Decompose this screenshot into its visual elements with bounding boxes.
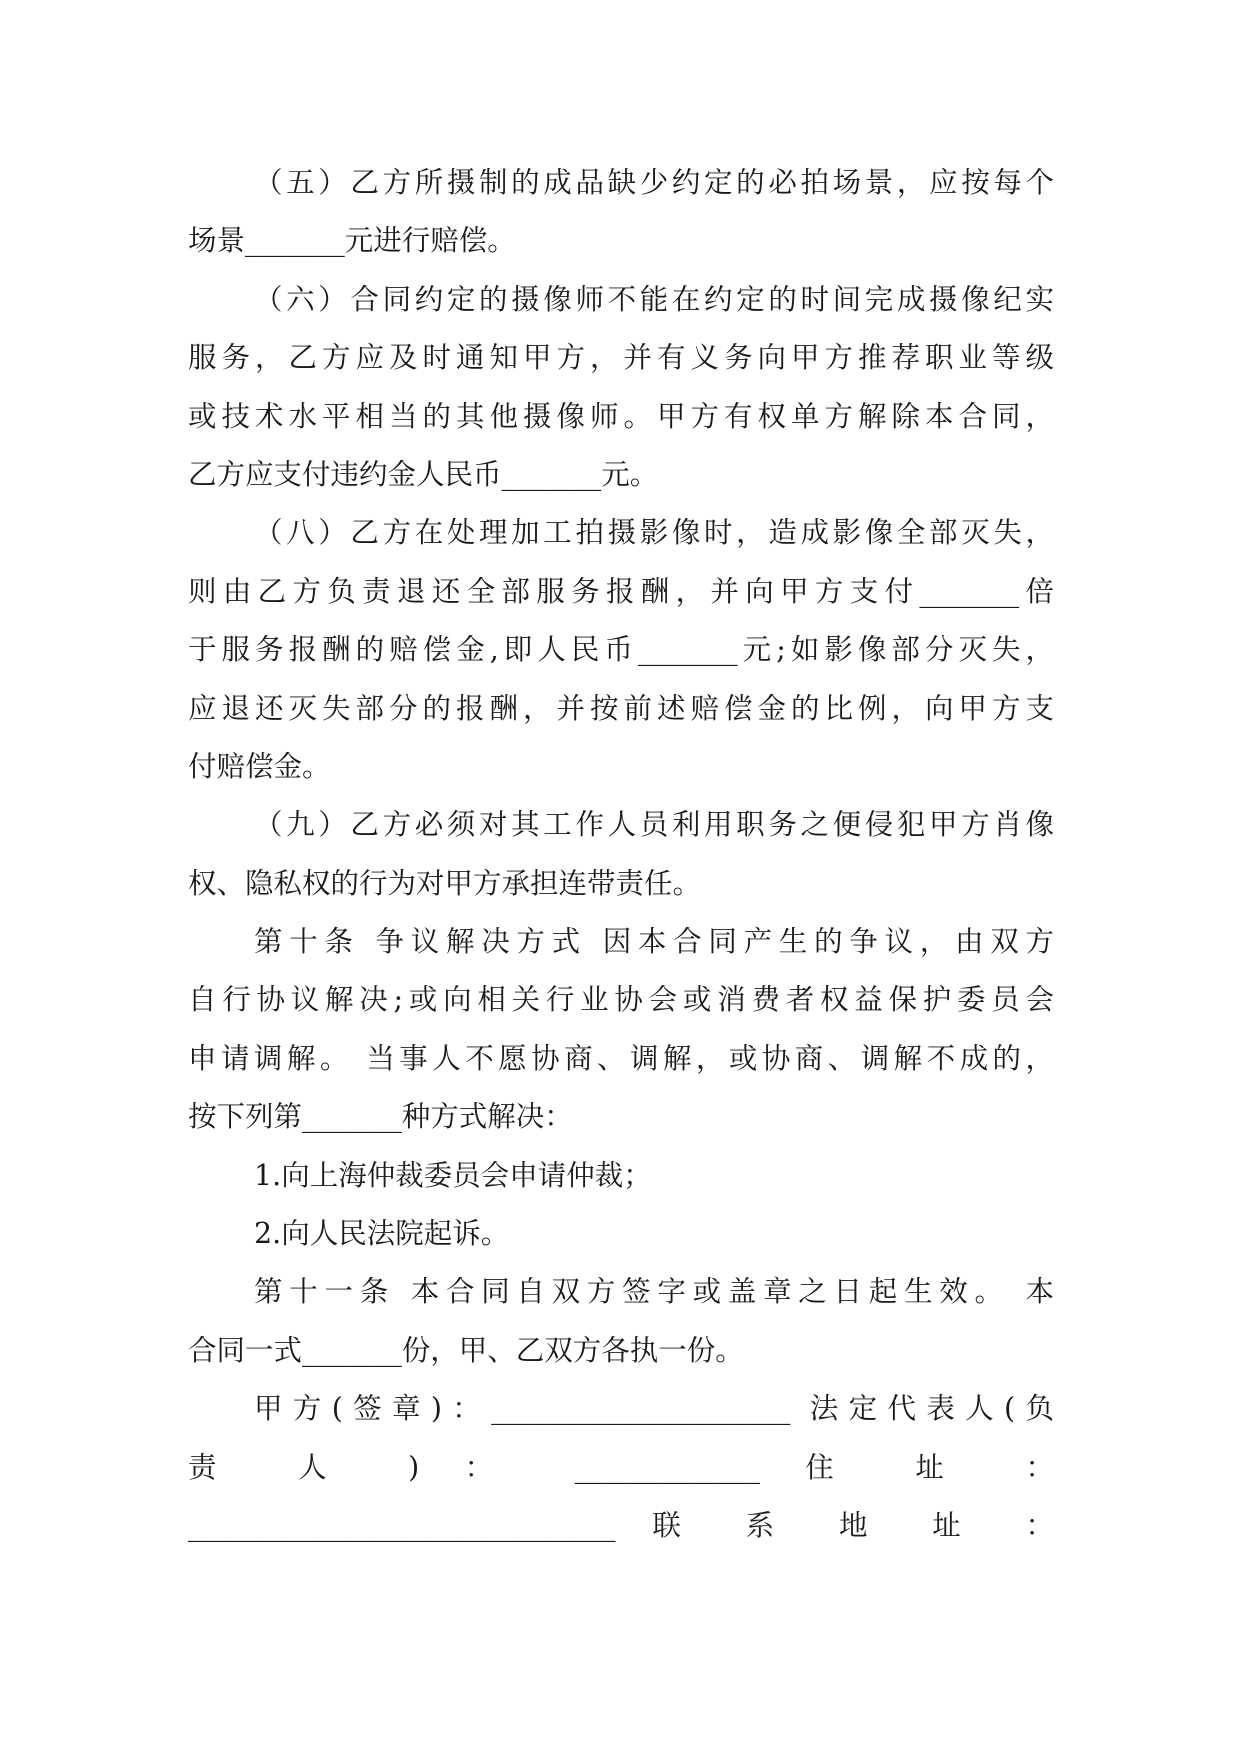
clause-8-line-4: 应退还灭失部分的报酬，并按前述赔偿金的比例，向甲方支 <box>188 691 1054 725</box>
signature-line-1: 甲方(签章)：_____________________ 法定代表人(负 <box>254 1392 1054 1426</box>
article-10-line-1: 第十条 争议解决方式 因本合同产生的争议，由双方 <box>254 925 1054 959</box>
clause-6-line-3: 或技术水平相当的其他摄像师。甲方有权单方解除本合同， <box>188 399 1054 433</box>
dispute-option-1: 1.向上海仲裁委员会申请仲裁； <box>254 1158 652 1192</box>
clause-5-line-1: （五）乙方所摄制的成品缺少约定的必拍场景，应按每个 <box>254 166 1054 199</box>
clause-8-line-5: 付赔偿金。 <box>188 749 331 783</box>
clause-5-line-2: 场景_______元进行赔偿。 <box>188 224 516 258</box>
contract-text <box>188 154 1054 1555</box>
clause-8-line-1: （八）乙方在处理加工拍摄影像时，造成影像全部灭失， <box>254 516 1054 550</box>
clause-9-line-1: （九）乙方必须对其工作人员利用职务之便侵犯甲方肖像 <box>254 808 1054 842</box>
clause-6-line-1: （六）合同约定的摄像师不能在约定的时间完成摄像纪实 <box>254 282 1054 316</box>
clause-6-line-4: 乙方应支付违约金人民币_______元。 <box>188 457 659 491</box>
article-11-line-1: 第十一条 本合同自双方签字或盖章之日起生效。 本 <box>254 1275 1054 1309</box>
article-11-line-2: 合同一式_______份，甲、乙双方各执一份。 <box>188 1333 744 1367</box>
signature-line-3: ______________________________ 联 系 地 址 ： <box>188 1508 1054 1542</box>
dispute-option-2: 2.向人民法院起诉。 <box>254 1217 510 1251</box>
clause-6-line-2: 服务，乙方应及时通知甲方，并有义务向甲方推荐职业等级 <box>188 341 1054 375</box>
clause-8-line-2: 则由乙方负责退还全部服务报酬，并向甲方支付_______倍 <box>188 574 1054 608</box>
clause-8-line-3: 于服务报酬的赔偿金,即人民币_______元;如影像部分灭失， <box>188 633 1054 667</box>
article-10-line-4: 按下列第_______种方式解决： <box>188 1100 573 1134</box>
article-10-line-2: 自行协议解决;或向相关行业协会或消费者权益保护委员会 <box>188 983 1054 1017</box>
clause-9-line-2: 权、隐私权的行为对甲方承担连带责任。 <box>188 866 702 900</box>
signature-line-2: 责 人 ) ： _____________ 住 址 ： <box>188 1450 1054 1484</box>
article-10-line-3: 申请调解。 当事人不愿协商、调解，或协商、调解不成的， <box>188 1041 1054 1075</box>
